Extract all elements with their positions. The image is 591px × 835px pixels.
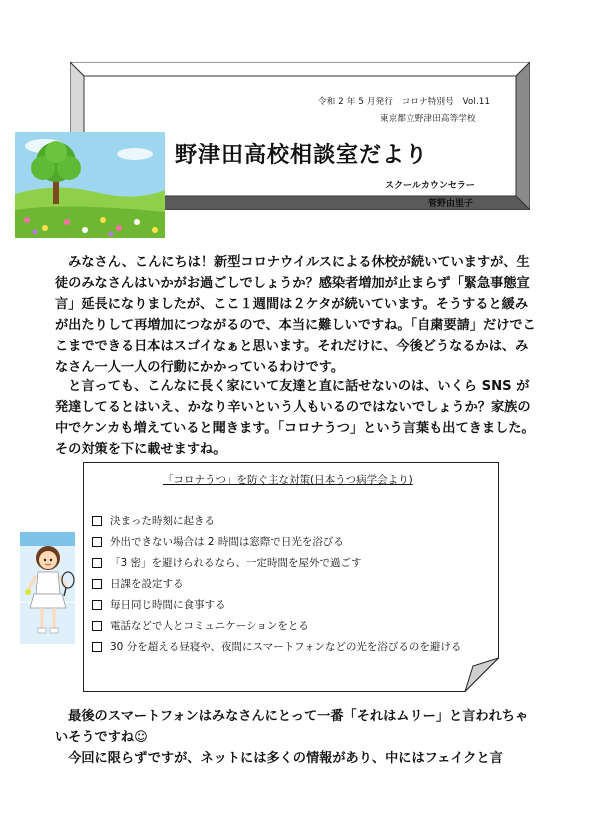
author-name: 菅野由里子 [428, 199, 474, 209]
sns-paragraph: と言っても、こんなに長く家にいて友達と直に話せないのは、いくら SNS が発達してるとはいえ、かなり辛いという人もいるのではないでしょうか？家族の中でケンカも増えていると聞きます。「コロナうつ」という言葉も出てきました。その対策を下に載せますね。 [55, 379, 535, 457]
list-item: 電話などで人とコミュニケーションをとる [92, 615, 461, 636]
checkbox-icon [92, 642, 102, 652]
tips-list [92, 510, 461, 657]
newsletter-title: 野津田高校相談室だより [175, 143, 429, 168]
school-name: 東京都立野津田高等学校 [380, 114, 476, 124]
list-item: 「3 密」を避けられるなら、一定時間を屋外で過ごす [92, 552, 461, 573]
checkbox-icon [92, 516, 102, 526]
author-role: スクールカウンセラー [385, 181, 475, 191]
intro-paragraph: みなさん、こんにちは！新型コロナウイルスによる休校が続いていますが、生徒のみなさんはいかがお過ごしでしょうか？感染者増加が止まらず「緊急事態宣言」延長になりましたが、ここ１週間は２ケタが続いています。そうすると緩みが出たりして再増加につながるので、本当に難しいですね。「自粛要請」だけでここまでできる日本はスゴイなぁと思います。それだけに、今後どうなるかは、みなさん一人一人の行動にかかっているわけです。 [55, 255, 536, 375]
smile-emoji-icon: ☺ [134, 730, 148, 745]
checkbox-icon [92, 537, 102, 547]
checkbox-icon [92, 579, 102, 589]
spring-tree-illustration [15, 132, 165, 238]
list-item: 日課を設定する [92, 573, 461, 594]
checkbox-icon [92, 621, 102, 631]
checkbox-icon [92, 600, 102, 610]
tips-title: 「コロナうつ」を防ぐ主な対策(日本うつ病学会より) [163, 474, 413, 486]
list-item: 30 分を超える昼寝や、夜間にスマートフォンなどの光を浴びるのを避ける [92, 636, 461, 657]
list-item: 決まった時刻に起きる [92, 510, 461, 531]
closing-paragraph: 最後のスマートフォンはみなさんにとって一番「それはムリー」と言われちゃいそうですね☺ 今回に限らずですが、ネットには多くの情報があり、中にはフェイクと言 [55, 709, 529, 766]
tennis-girl-illustration [20, 532, 75, 644]
issue-line: 令和 2 年 5 月発行 コロナ特別号 Vol.11 [318, 97, 491, 107]
checkbox-icon [92, 558, 102, 568]
list-item: 毎日同じ時間に食事する [92, 594, 461, 615]
list-item: 外出できない場合は 2 時間は窓際で日光を浴びる [92, 531, 461, 552]
